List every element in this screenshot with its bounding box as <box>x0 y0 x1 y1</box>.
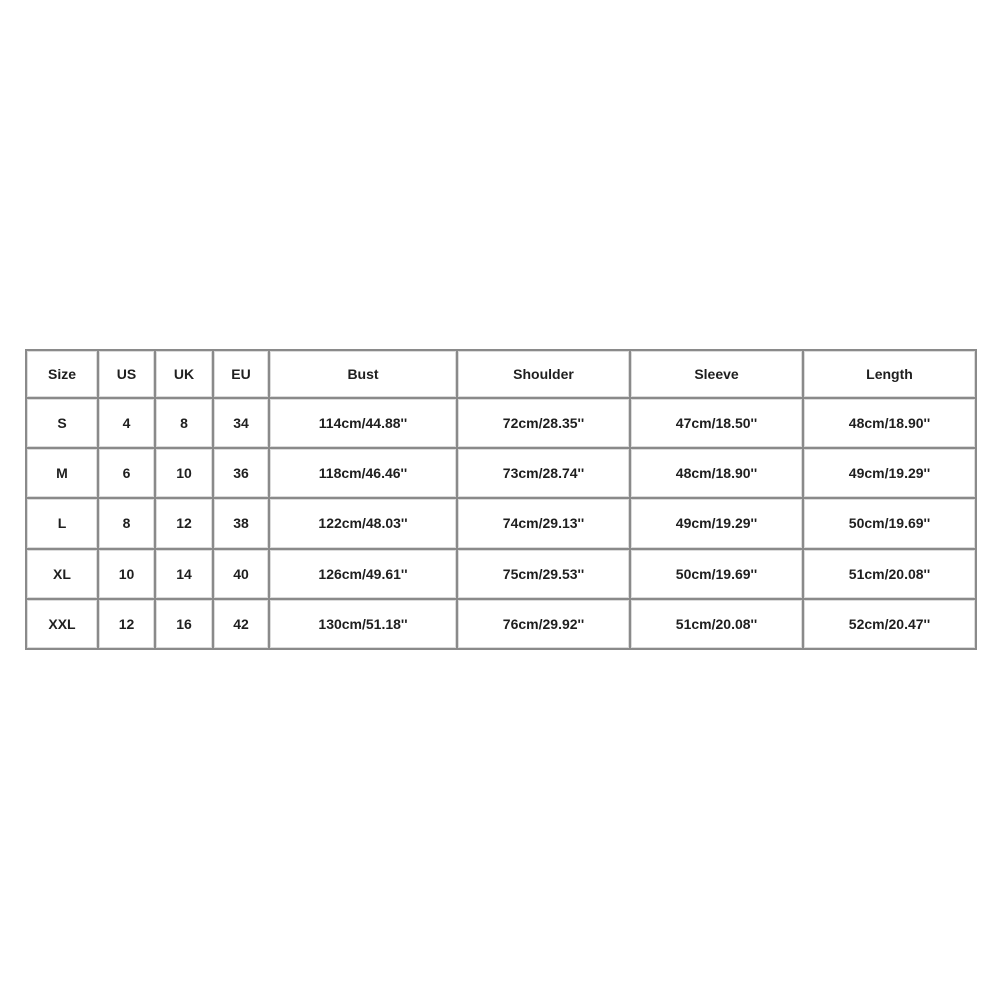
cell-sleeve: 51cm/20.08'' <box>630 599 803 649</box>
cell-eu: 34 <box>213 398 269 448</box>
cell-us: 6 <box>98 448 155 498</box>
table-row <box>26 448 976 498</box>
cell-sleeve: 49cm/19.29'' <box>630 498 803 548</box>
cell-sleeve: 47cm/18.50'' <box>630 398 803 448</box>
cell-length: 51cm/20.08'' <box>803 549 976 599</box>
cell-uk: 14 <box>155 549 213 599</box>
cell-length: 48cm/18.90'' <box>803 398 976 448</box>
header-sleeve: Sleeve <box>630 350 803 398</box>
cell-shoulder: 76cm/29.92'' <box>457 599 630 649</box>
cell-size: M <box>26 448 98 498</box>
cell-shoulder: 72cm/28.35'' <box>457 398 630 448</box>
cell-shoulder: 74cm/29.13'' <box>457 498 630 548</box>
cell-length: 50cm/19.69'' <box>803 498 976 548</box>
cell-size: L <box>26 498 98 548</box>
cell-eu: 40 <box>213 549 269 599</box>
header-row <box>26 350 976 398</box>
cell-uk: 8 <box>155 398 213 448</box>
header-size: Size <box>26 350 98 398</box>
cell-bust: 130cm/51.18'' <box>269 599 457 649</box>
cell-us: 8 <box>98 498 155 548</box>
cell-us: 10 <box>98 549 155 599</box>
cell-size: S <box>26 398 98 448</box>
cell-bust: 126cm/49.61'' <box>269 549 457 599</box>
header-shoulder: Shoulder <box>457 350 630 398</box>
cell-sleeve: 50cm/19.69'' <box>630 549 803 599</box>
cell-uk: 12 <box>155 498 213 548</box>
cell-size: XL <box>26 549 98 599</box>
cell-eu: 42 <box>213 599 269 649</box>
cell-size: XXL <box>26 599 98 649</box>
size-chart-table <box>25 349 977 650</box>
cell-us: 4 <box>98 398 155 448</box>
cell-us: 12 <box>98 599 155 649</box>
cell-shoulder: 75cm/29.53'' <box>457 549 630 599</box>
cell-uk: 16 <box>155 599 213 649</box>
header-eu: EU <box>213 350 269 398</box>
cell-bust: 118cm/46.46'' <box>269 448 457 498</box>
cell-bust: 122cm/48.03'' <box>269 498 457 548</box>
cell-shoulder: 73cm/28.74'' <box>457 448 630 498</box>
cell-eu: 38 <box>213 498 269 548</box>
table-row <box>26 599 976 649</box>
header-uk: UK <box>155 350 213 398</box>
header-us: US <box>98 350 155 398</box>
cell-length: 49cm/19.29'' <box>803 448 976 498</box>
header-length: Length <box>803 350 976 398</box>
table-row <box>26 498 976 548</box>
header-bust: Bust <box>269 350 457 398</box>
cell-bust: 114cm/44.88'' <box>269 398 457 448</box>
table-row <box>26 549 976 599</box>
cell-length: 52cm/20.47'' <box>803 599 976 649</box>
table-row <box>26 398 976 448</box>
cell-uk: 10 <box>155 448 213 498</box>
cell-eu: 36 <box>213 448 269 498</box>
cell-sleeve: 48cm/18.90'' <box>630 448 803 498</box>
